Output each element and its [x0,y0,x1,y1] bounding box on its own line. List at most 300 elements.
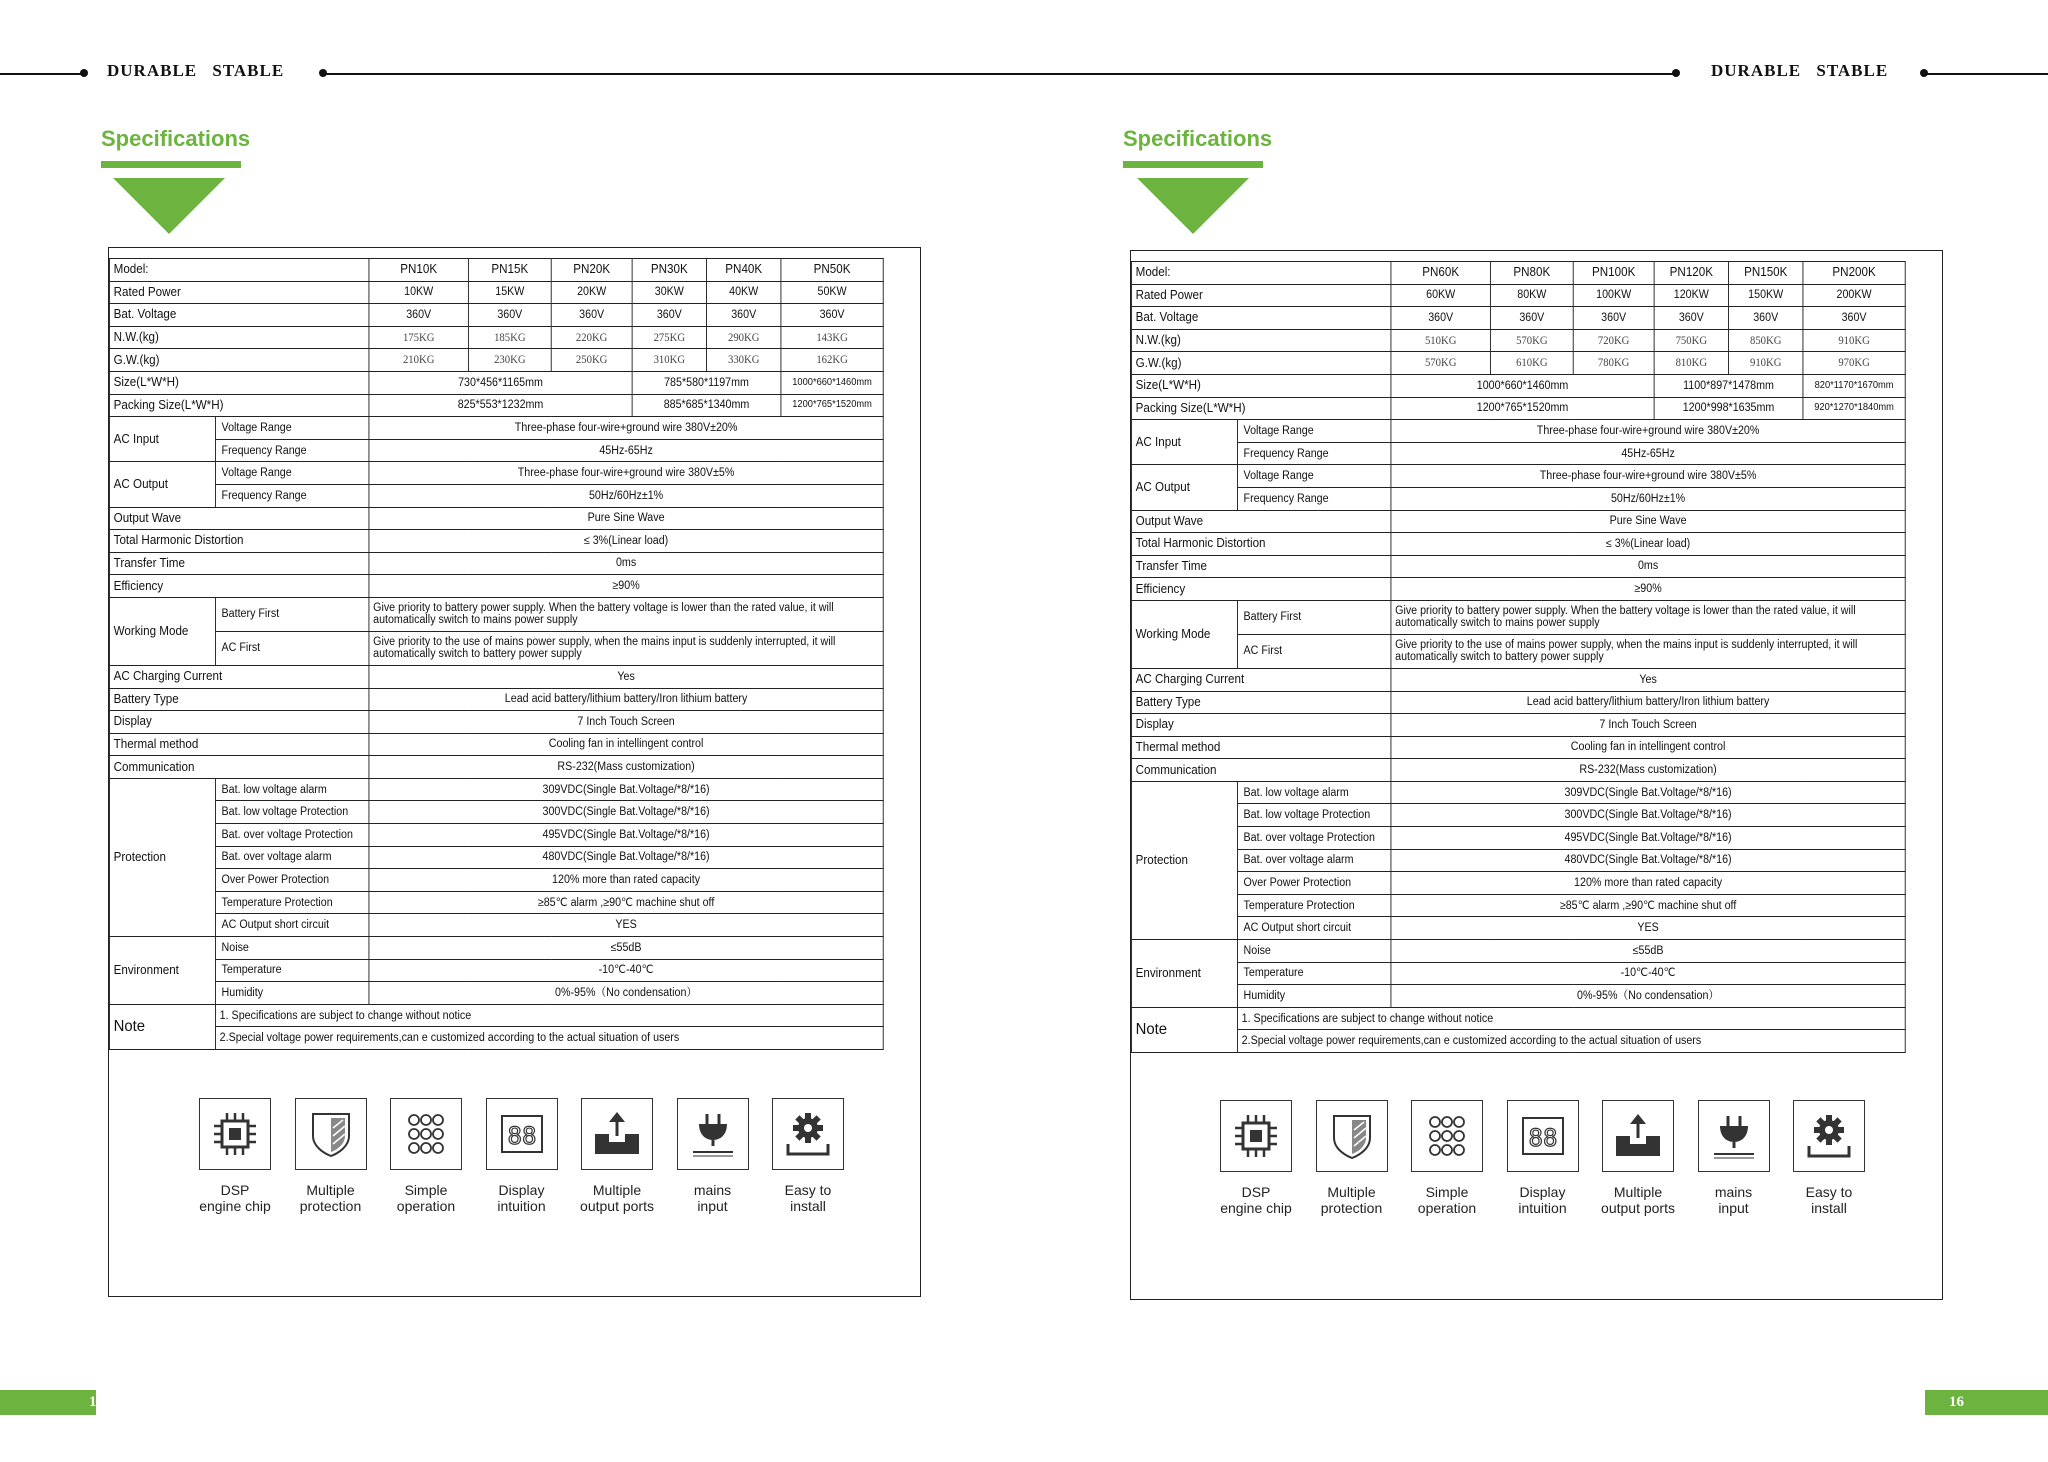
nw-label: N.W.(kg) [109,326,368,349]
transfer-row [109,552,883,575]
feature-icons [1211,1100,1871,1240]
model-name: PN100K [1573,262,1654,285]
prot-low-prot-label: Bat. low voltage Protection [215,801,368,824]
rated-power-label: Rated Power [1131,284,1390,307]
feature-item [1689,1100,1779,1216]
prot-over-alarm-value: 480VDC(Single Bat.Voltage/*8/*16) [1391,849,1905,872]
model-name: PN150K [1729,262,1803,285]
packing-label: Packing Size(L*W*H) [109,394,368,417]
gw-label: G.W.(kg) [109,349,368,372]
prot-low-alarm-label: Bat. low voltage alarm [1237,781,1390,804]
charging-value: Yes [1391,668,1905,691]
battery-first-label: Battery First [215,597,368,631]
size-label: Size(L*W*H) [109,371,368,394]
environment-row [1131,940,1905,963]
output-wave-row [109,507,883,530]
feature-item [286,1098,376,1214]
spec-table [109,258,884,1050]
shield-icon [295,1098,367,1170]
prot-power-value: 120% more than rated capacity [1391,872,1905,895]
note-label: Note [1131,1007,1237,1052]
nw-value: 910KG [1803,329,1905,352]
rated-power-value: 60KW [1391,284,1491,307]
nw-value: 720KG [1573,329,1654,352]
thermal-value: Cooling fan in intellingent control [369,733,883,756]
environment-row [1131,985,1905,1008]
communication-label: Communication [109,756,368,779]
prot-temp-label: Temperature Protection [1237,894,1390,917]
protection-row [1131,894,1905,917]
prot-temp-value: ≥85℃ alarm ,≥90℃ machine shut off [1391,894,1905,917]
feature-label: Display intuition [1518,1184,1567,1217]
output-wave-label: Output Wave [109,507,368,530]
ac-input-label: AC Input [109,417,215,462]
output-icon [581,1098,653,1170]
ac-output-row [109,484,883,507]
feature-label: mains input [693,1182,732,1215]
size-value: 785*580*1197mm [632,371,781,394]
feature-label: Simple operation [1417,1184,1477,1217]
nw-value: 175KG [369,326,469,349]
svg-text:88: 88 [1528,1124,1557,1152]
noise-value: ≤55dB [1391,940,1905,963]
gw-label: G.W.(kg) [1131,352,1390,375]
section-title: Specifications [101,126,251,151]
feature-label: Easy to install [784,1182,832,1215]
voltage-range-label: Voltage Range [1237,420,1390,443]
bat-voltage-value: 360V [1391,307,1491,330]
working-mode-row [1131,634,1905,668]
humidity-label: Humidity [215,982,368,1005]
protection-row [1131,781,1905,804]
bat-voltage-value: 360V [369,304,469,327]
efficiency-row [1131,578,1905,601]
grid-icon [390,1098,462,1170]
svg-text:88: 88 [507,1122,536,1150]
protection-row [109,891,883,914]
protection-row [109,869,883,892]
voltage-range-value: Three-phase four-wire+ground wire 380V±20% [369,417,883,440]
feature-item [381,1098,471,1214]
voltage-range-label: Voltage Range [215,417,368,440]
feature-item [1498,1100,1588,1216]
battery-type-value: Lead acid battery/lithium battery/Iron lithium battery [1391,691,1905,714]
size-value: 1100*897*1478mm [1654,374,1803,397]
communication-row [109,756,883,779]
rated-power-value: 10KW [369,281,469,304]
prot-power-value: 120% more than rated capacity [369,869,883,892]
battery-type-row [1131,691,1905,714]
prot-short-value: YES [369,914,883,937]
ac-input-row [109,417,883,440]
thermal-row [1131,736,1905,759]
efficiency-value: ≥90% [1391,578,1905,601]
prot-over-alarm-value: 480VDC(Single Bat.Voltage/*8/*16) [369,846,883,869]
thermal-row [109,733,883,756]
frequency-range-label: Frequency Range [215,439,368,462]
ac-output-row [1131,487,1905,510]
display-value: 7 Inch Touch Screen [1391,714,1905,737]
voltage-range-value: Three-phase four-wire+ground wire 380V±5% [1391,465,1905,488]
ac-first-value: Give priority to the use of mains power supply, when the mains input is suddenly interrupted, it will automatically switch to battery power supply [369,631,883,665]
page-number [0,1390,104,1415]
protection-row [109,824,883,847]
nw-value: 510KG [1391,329,1491,352]
prot-low-prot-value: 300VDC(Single Bat.Voltage/*8/*16) [1391,804,1905,827]
efficiency-row [109,575,883,598]
packing-value: 1200*765*1520mm [1391,397,1654,420]
environment-row [109,937,883,960]
prot-short-label: AC Output short circuit [1237,917,1390,940]
feature-label: DSP engine chip [1220,1184,1292,1217]
bat-voltage-label: Bat. Voltage [109,304,368,327]
feature-label: Multiple output ports [580,1182,654,1215]
model-name: PN15K [468,259,551,282]
noise-label: Noise [1237,940,1390,963]
feature-label: Multiple output ports [1601,1184,1675,1217]
feature-icons [190,1098,850,1238]
working-mode-row [109,631,883,665]
environment-row [109,982,883,1005]
gear-icon [772,1098,844,1170]
prot-low-prot-value: 300VDC(Single Bat.Voltage/*8/*16) [369,801,883,824]
environment-label: Environment [109,937,215,1005]
protection-label: Protection [1131,781,1237,939]
thd-row [1131,533,1905,556]
section-arrow [113,178,225,234]
model-label: Model: [1131,262,1390,285]
gw-value: 330KG [707,349,781,372]
transfer-label: Transfer Time [109,552,368,575]
feature-label: DSP engine chip [199,1182,271,1215]
voltage-range-label: Voltage Range [1237,465,1390,488]
feature-item [1784,1100,1874,1216]
ac-input-row [1131,442,1905,465]
packing-value: 825*553*1232mm [369,394,632,417]
thd-row [109,530,883,553]
display-icon [486,1098,558,1170]
note-label: Note [109,1004,215,1049]
rated-power-row [109,281,883,304]
protection-row [1131,872,1905,895]
ac-input-row [1131,420,1905,443]
size-row [1131,374,1905,397]
nw-value: 275KG [632,326,706,349]
section-arrow [1137,178,1249,234]
plug-icon [1698,1100,1770,1172]
gw-value: 780KG [1573,352,1654,375]
transfer-value: 0ms [1391,555,1905,578]
size-value: 1000*660*1460mm [1391,374,1654,397]
feature-item [1211,1100,1301,1216]
prot-low-alarm-value: 309VDC(Single Bat.Voltage/*8/*16) [1391,781,1905,804]
gw-value: 210KG [369,349,469,372]
environment-row [109,959,883,982]
battery-type-value: Lead acid battery/lithium battery/Iron lithium battery [369,688,883,711]
temperature-label: Temperature [215,959,368,982]
bat-voltage-value: 360V [468,304,551,327]
prot-low-alarm-value: 309VDC(Single Bat.Voltage/*8/*16) [369,778,883,801]
bat-voltage-value: 360V [551,304,632,327]
model-name: PN10K [369,259,469,282]
gw-value: 970KG [1803,352,1905,375]
feature-item [763,1098,853,1214]
display-row [109,711,883,734]
battery-first-value: Give priority to battery power supply. When the battery voltage is lower than the rated value, it will automatically switch to mains power supply [369,597,883,631]
packing-label: Packing Size(L*W*H) [1131,397,1390,420]
voltage-range-label: Voltage Range [215,462,368,485]
communication-row [1131,759,1905,782]
model-name: PN30K [632,259,706,282]
voltage-range-value: Three-phase four-wire+ground wire 380V±5% [369,462,883,485]
model-name: PN80K [1490,262,1573,285]
frequency-range-label: Frequency Range [1237,442,1390,465]
header-brand-right: DURABLE STABLE [1711,61,1889,80]
packing-value: 1200*765*1520mm [781,394,883,417]
nw-value: 750KG [1654,329,1728,352]
grid-icon [1411,1100,1483,1172]
feature-label: Multiple protection [1320,1184,1383,1217]
model-label: Model: [109,259,368,282]
protection-row [109,846,883,869]
gw-value: 310KG [632,349,706,372]
noise-value: ≤55dB [369,937,883,960]
battery-type-label: Battery Type [109,688,368,711]
page-number [1925,1390,2048,1415]
feature-item [190,1098,280,1214]
ac-output-row [1131,465,1905,488]
note-row [109,1004,883,1027]
note-text: 1. Specifications are subject to change without notice [215,1004,883,1027]
display-value: 7 Inch Touch Screen [369,711,883,734]
nw-value: 570KG [1490,329,1573,352]
note-row [1131,1007,1905,1030]
output-wave-value: Pure Sine Wave [1391,510,1905,533]
working-mode-row [109,597,883,631]
charging-row [109,665,883,688]
thd-label: Total Harmonic Distortion [1131,533,1390,556]
ac-first-value: Give priority to the use of mains power supply, when the mains input is suddenly interrupted, it will automatically switch to battery power supply [1391,634,1905,668]
feature-label: Display intuition [497,1182,546,1215]
gw-value: 162KG [781,349,883,372]
note-text: 2.Special voltage power requirements,can e customized according to the actual situation of users [215,1027,883,1050]
bat-voltage-value: 360V [1729,307,1803,330]
prot-power-label: Over Power Protection [215,869,368,892]
ac-first-label: AC First [215,631,368,665]
shield-icon [1316,1100,1388,1172]
size-label: Size(L*W*H) [1131,374,1390,397]
ac-first-label: AC First [1237,634,1390,668]
model-row [109,259,883,282]
protection-label: Protection [109,778,215,936]
feature-item [572,1098,662,1214]
size-row [109,371,883,394]
feature-label: mains input [1714,1184,1753,1217]
communication-value: RS-232(Mass customization) [1391,759,1905,782]
model-name: PN60K [1391,262,1491,285]
nw-row [109,326,883,349]
battery-type-row [109,688,883,711]
rated-power-value: 40KW [707,281,781,304]
ac-output-label: AC Output [109,462,215,507]
prot-low-alarm-label: Bat. low voltage alarm [215,778,368,801]
gw-value: 570KG [1391,352,1491,375]
header-brand-left: DURABLE STABLE [107,61,285,80]
feature-item [1307,1100,1397,1216]
page-number-text: 16 [1949,1394,1964,1410]
bat-voltage-value: 360V [632,304,706,327]
feature-item [668,1098,758,1214]
working-mode-row [1131,600,1905,634]
model-name: PN20K [551,259,632,282]
thd-value: ≤ 3%(Linear load) [1391,533,1905,556]
gw-value: 910KG [1729,352,1803,375]
gw-row [109,349,883,372]
bat-voltage-value: 360V [781,304,883,327]
section-title-bar [101,161,241,168]
bat-voltage-value: 360V [1490,307,1573,330]
battery-first-value: Give priority to battery power supply. When the battery voltage is lower than the rated value, it will automatically switch to mains power supply [1391,600,1905,634]
nw-value: 143KG [781,326,883,349]
efficiency-label: Efficiency [109,575,368,598]
working-mode-label: Working Mode [109,597,215,665]
output-wave-value: Pure Sine Wave [369,507,883,530]
feature-item [1402,1100,1492,1216]
size-value: 820*1170*1670mm [1803,374,1905,397]
packing-value: 920*1270*1840mm [1803,397,1905,420]
feature-item [1593,1100,1683,1216]
environment-row [1131,962,1905,985]
model-name: PN40K [707,259,781,282]
charging-label: AC Charging Current [109,665,368,688]
bat-voltage-value: 360V [1803,307,1905,330]
prot-over-alarm-label: Bat. over voltage alarm [1237,849,1390,872]
display-label: Display [1131,714,1390,737]
frequency-range-value: 50Hz/60Hz±1% [369,484,883,507]
efficiency-value: ≥90% [369,575,883,598]
rated-power-value: 30KW [632,281,706,304]
protection-row [1131,917,1905,940]
display-icon [1507,1100,1579,1172]
feature-item [477,1098,567,1214]
voltage-range-value: Three-phase four-wire+ground wire 380V±20% [1391,420,1905,443]
rated-power-value: 20KW [551,281,632,304]
communication-label: Communication [1131,759,1390,782]
feature-label: Easy to install [1805,1184,1853,1217]
frequency-range-value: 50Hz/60Hz±1% [1391,487,1905,510]
prot-low-prot-label: Bat. low voltage Protection [1237,804,1390,827]
chip-icon [1220,1100,1292,1172]
charging-value: Yes [369,665,883,688]
environment-label: Environment [1131,940,1237,1008]
protection-row [109,801,883,824]
bat-voltage-row [1131,307,1905,330]
bat-voltage-row [109,304,883,327]
model-name: PN200K [1803,262,1905,285]
protection-row [1131,849,1905,872]
rated-power-value: 100KW [1573,284,1654,307]
output-wave-row [1131,510,1905,533]
nw-value: 850KG [1729,329,1803,352]
gw-value: 230KG [468,349,551,372]
thd-label: Total Harmonic Distortion [109,530,368,553]
temperature-value: -10℃-40℃ [1391,962,1905,985]
display-label: Display [109,711,368,734]
frequency-range-value: 45Hz-65Hz [1391,442,1905,465]
transfer-row [1131,555,1905,578]
rated-power-label: Rated Power [109,281,368,304]
packing-row [1131,397,1905,420]
output-wave-label: Output Wave [1131,510,1390,533]
frequency-range-value: 45Hz-65Hz [369,439,883,462]
ac-input-label: AC Input [1131,420,1237,465]
ac-input-row [109,439,883,462]
prot-temp-value: ≥85℃ alarm ,≥90℃ machine shut off [369,891,883,914]
chip-icon [199,1098,271,1170]
protection-row [109,914,883,937]
thermal-label: Thermal method [1131,736,1390,759]
gw-row [1131,352,1905,375]
note-row [1131,1030,1905,1053]
note-text: 2.Special voltage power requirements,can e customized according to the actual situation of users [1237,1030,1905,1053]
ac-output-row [109,462,883,485]
rated-power-value: 50KW [781,281,883,304]
rated-power-value: 15KW [468,281,551,304]
protection-row [109,778,883,801]
bat-voltage-value: 360V [707,304,781,327]
output-icon [1602,1100,1674,1172]
frequency-range-label: Frequency Range [1237,487,1390,510]
section-title: Specifications [1123,126,1273,151]
rated-power-value: 120KW [1654,284,1728,307]
working-mode-label: Working Mode [1131,600,1237,668]
rated-power-value: 150KW [1729,284,1803,307]
spec-table [1131,261,1906,1053]
page-number-text: 15 [89,1394,104,1410]
nw-value: 220KG [551,326,632,349]
gw-value: 610KG [1490,352,1573,375]
thd-value: ≤ 3%(Linear load) [369,530,883,553]
note-text: 1. Specifications are subject to change without notice [1237,1007,1905,1030]
thermal-label: Thermal method [109,733,368,756]
gear-icon [1793,1100,1865,1172]
ac-output-label: AC Output [1131,465,1237,510]
prot-temp-label: Temperature Protection [215,891,368,914]
prot-short-value: YES [1391,917,1905,940]
efficiency-label: Efficiency [1131,578,1390,601]
humidity-label: Humidity [1237,985,1390,1008]
packing-value: 1200*998*1635mm [1654,397,1803,420]
section-title-bar [1123,161,1263,168]
prot-power-label: Over Power Protection [1237,872,1390,895]
temperature-label: Temperature [1237,962,1390,985]
protection-row [1131,804,1905,827]
feature-label: Simple operation [396,1182,456,1215]
nw-value: 185KG [468,326,551,349]
prot-over-prot-value: 495VDC(Single Bat.Voltage/*8/*16) [1391,827,1905,850]
nw-value: 290KG [707,326,781,349]
rated-power-row [1131,284,1905,307]
bat-voltage-value: 360V [1573,307,1654,330]
gw-value: 250KG [551,349,632,372]
model-name: PN120K [1654,262,1728,285]
battery-first-label: Battery First [1237,600,1390,634]
size-value: 1000*660*1460mm [781,371,883,394]
battery-type-label: Battery Type [1131,691,1390,714]
prot-over-alarm-label: Bat. over voltage alarm [215,846,368,869]
communication-value: RS-232(Mass customization) [369,756,883,779]
prot-over-prot-label: Bat. over voltage Protection [1237,827,1390,850]
